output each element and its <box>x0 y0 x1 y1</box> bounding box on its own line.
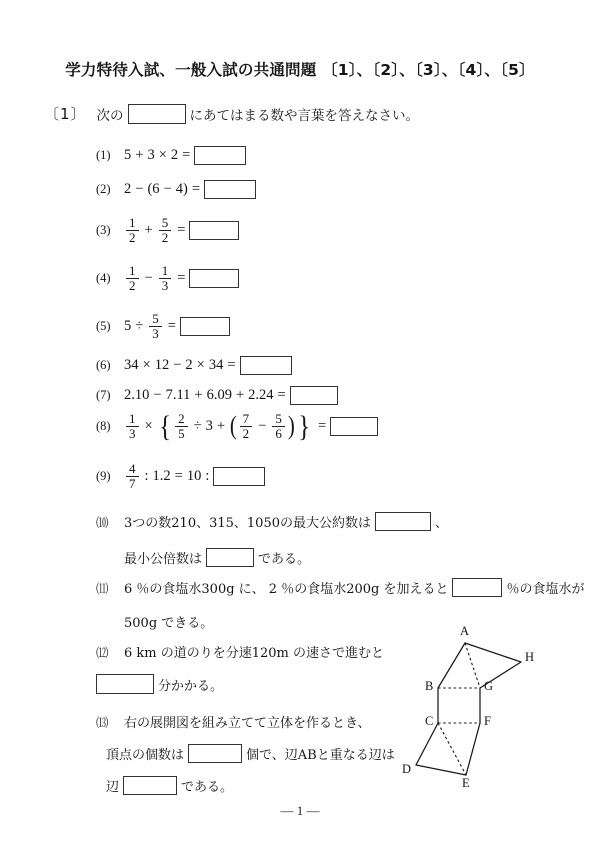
operand-c: 6.09 <box>206 387 232 403</box>
problem-row-3 <box>96 216 239 245</box>
left-brace: { <box>158 409 171 443</box>
answer-box-1[interactable] <box>194 146 246 165</box>
denominator: 3 <box>149 326 162 341</box>
operator-divide: ÷ <box>135 318 144 335</box>
operand-d: 34 <box>208 357 224 373</box>
operator-plus: + <box>216 418 225 435</box>
answer-box-3[interactable] <box>189 221 239 240</box>
text-after-box: 、 <box>434 516 448 531</box>
denominator: 6 <box>272 426 285 441</box>
answer-box-2[interactable] <box>204 180 256 199</box>
numerator: 7 <box>242 411 250 426</box>
vertex-label-C: C <box>425 714 434 728</box>
edge-D-E <box>416 765 466 775</box>
edge-A-H <box>465 643 521 662</box>
numerator: 2 <box>178 411 185 426</box>
fraction-2 <box>159 216 172 245</box>
operand-b: 7.11 <box>165 387 191 403</box>
problem-row-13-cont-2 <box>106 776 233 795</box>
fraction-1 <box>126 412 139 441</box>
operator-minus: − <box>173 357 182 373</box>
answer-box-intro[interactable] <box>128 104 186 124</box>
answer-box-10a[interactable] <box>375 512 431 531</box>
problem-13-line-2 <box>106 744 395 763</box>
fraction-1 <box>126 216 139 245</box>
problem-row-2 <box>96 180 256 199</box>
problem-row-5 <box>96 312 230 341</box>
problem-number-9: (9) <box>96 469 111 484</box>
text-before-box: 3つの数210、315、1050の最大公約数は <box>124 516 371 531</box>
expression-3 <box>124 216 239 245</box>
operand-a: 34 <box>124 357 139 373</box>
page-title: 学力特待入試、一般入試の共通問題 〔1〕、〔2〕、〔3〕、〔4〕、〔5〕 <box>65 61 535 79</box>
problem-number-13: ⒀ <box>96 715 109 730</box>
problem-row-6 <box>96 356 292 375</box>
problem-row-9 <box>96 462 265 491</box>
edge-C-D <box>416 723 438 765</box>
right-paren: ) <box>182 181 188 197</box>
text-after-box: である。 <box>258 552 311 567</box>
answer-box-13a[interactable] <box>188 744 242 763</box>
answer-box-6[interactable] <box>240 356 292 375</box>
vertex-label-D: D <box>402 762 412 776</box>
numerator: 1 <box>161 263 169 278</box>
operand-a: 5 <box>124 318 132 335</box>
problem-row-12-cont <box>96 674 223 694</box>
edge-E-F <box>466 723 480 775</box>
expression-6 <box>124 356 292 375</box>
numerator: 5 <box>161 215 169 230</box>
numerator: 1 <box>129 215 136 230</box>
operand-b: 12 <box>154 357 170 373</box>
fraction-2 <box>175 412 188 441</box>
operator-times: × <box>144 418 153 435</box>
instruction-text-before: 次の <box>96 107 124 124</box>
instruction-text-after: にあてはまる数や言葉を答えなさい。 <box>189 107 420 124</box>
section-label: 〔1〕 <box>44 105 87 123</box>
vertex-label-E: E <box>462 776 470 790</box>
answer-box-8[interactable] <box>330 417 378 436</box>
problem-row-10 <box>96 512 448 531</box>
answer-box-5[interactable] <box>180 317 230 336</box>
operand-b: 6 <box>152 181 160 197</box>
numerator: 1 <box>129 263 136 278</box>
numerator: 5 <box>275 411 282 426</box>
problem-number-12: ⑿ <box>96 645 109 660</box>
ratio-colon-2: : <box>205 468 210 485</box>
answer-box-10b[interactable] <box>206 548 254 567</box>
denominator: 2 <box>126 278 139 293</box>
expression-8 <box>124 409 378 443</box>
denominator: 2 <box>240 426 253 441</box>
expression-2 <box>124 180 256 199</box>
problem-row-13-cont-1 <box>106 744 395 763</box>
vertex-label-G: G <box>484 679 494 693</box>
denominator: 3 <box>126 426 139 441</box>
problem-row-8 <box>96 409 378 443</box>
numerator: 5 <box>152 311 159 326</box>
operator-times-1: × <box>142 357 151 373</box>
operand-three: 3 <box>205 418 213 435</box>
solid-net-diagram <box>398 622 558 797</box>
operand-c: 2 <box>185 357 193 373</box>
operand-value: 1.2 <box>152 468 171 485</box>
denominator: 5 <box>175 426 188 441</box>
operand-a: 2 <box>124 181 132 197</box>
problem-row-10-cont <box>124 548 310 567</box>
problem-number-7: (7) <box>96 388 111 402</box>
problem-number-6: (6) <box>96 358 111 372</box>
answer-box-11[interactable] <box>452 578 502 597</box>
left-paren: ( <box>229 411 237 441</box>
equals-sign: = <box>182 147 191 163</box>
operand-c: 2 <box>170 147 179 163</box>
fraction-4 <box>272 412 285 441</box>
vertex-label-F: F <box>484 714 491 728</box>
expression-1 <box>124 146 246 165</box>
expression-7 <box>124 386 338 405</box>
operator-times-2: × <box>196 357 205 373</box>
operator-minus: − <box>135 181 144 197</box>
text-after-box: である。 <box>181 780 234 795</box>
operator-divide: ÷ <box>193 418 202 435</box>
answer-box-13b[interactable] <box>123 776 177 795</box>
problem-number-11: ⑾ <box>96 581 109 596</box>
problem-number-5: (5) <box>96 319 111 334</box>
problem-row-4 <box>96 264 239 293</box>
problem-12-line-1: 6 km の道のりを分速120m の速さで進むと <box>124 646 385 661</box>
problem-row-1 <box>96 146 246 165</box>
problem-12-line-2 <box>96 674 223 694</box>
operator-minus: − <box>258 418 267 435</box>
problem-number-10: ⑽ <box>96 515 109 530</box>
equals-sign: = <box>177 222 186 239</box>
denominator: 2 <box>126 230 139 245</box>
operand-c: 4 <box>175 181 183 197</box>
problem-number-1: (1) <box>96 148 111 162</box>
problem-row-11-cont <box>124 612 213 631</box>
problem-10-line-1 <box>124 512 448 531</box>
denominator: 2 <box>159 230 172 245</box>
diagonal-A-G <box>465 643 480 688</box>
operator-minus-inner: − <box>163 181 172 197</box>
equals-sign: = <box>174 468 183 485</box>
operand-ten: 10 <box>186 468 202 485</box>
answer-box-12[interactable] <box>96 674 154 694</box>
problem-row-7 <box>96 386 338 405</box>
problem-11-line-2: 500g できる。 <box>124 616 214 631</box>
text-after-box: 分かかる。 <box>158 678 224 694</box>
denominator: 7 <box>126 476 139 491</box>
vertex-label-B: B <box>425 679 434 693</box>
problem-row-12 <box>96 642 384 661</box>
numerator: 4 <box>129 461 136 476</box>
answer-box-7[interactable] <box>290 386 338 405</box>
operator-plus-2: + <box>235 387 245 403</box>
answer-box-9[interactable] <box>213 467 265 486</box>
page-number: ― 1 ― <box>280 803 320 818</box>
text-before-box: 最小公倍数は <box>124 552 203 567</box>
text-after-box: 個で、辺ABと重なる辺は <box>246 748 395 763</box>
fraction-1 <box>126 462 139 491</box>
answer-box-4[interactable] <box>189 269 239 288</box>
operand-b: 3 <box>147 147 155 163</box>
numerator: 1 <box>129 411 136 426</box>
denominator: 3 <box>159 278 172 293</box>
equals-sign: = <box>317 418 327 435</box>
net-figure-svg <box>398 622 558 797</box>
operator-minus: − <box>153 387 162 403</box>
section-instruction <box>44 103 419 124</box>
edge-A-B <box>438 643 465 688</box>
fraction-1 <box>149 312 162 341</box>
text-after-box: ％の食塩水が <box>506 582 585 597</box>
operand-d: 2.24 <box>248 387 274 403</box>
vertex-label-A: A <box>460 624 470 638</box>
problem-row-13 <box>96 712 370 731</box>
problem-13-line-1: 右の展開図を組み立てて立体を作るとき、 <box>124 716 371 731</box>
fraction-1 <box>126 264 139 293</box>
equals-sign: = <box>227 357 236 373</box>
problem-10-line-2 <box>124 548 310 567</box>
operator-plus-1: + <box>194 387 203 403</box>
operator-minus: − <box>144 270 153 287</box>
operator-plus: + <box>135 147 144 163</box>
equals-sign: = <box>191 181 200 197</box>
fraction-3 <box>240 412 253 441</box>
left-paren: ( <box>147 181 153 197</box>
right-brace: } <box>297 409 310 443</box>
problem-number-8: (8) <box>96 419 111 434</box>
right-paren: ) <box>287 411 295 441</box>
problem-number-2: (2) <box>96 182 111 196</box>
text-before-box: 辺 <box>106 780 120 795</box>
problem-number-4: (4) <box>96 271 111 286</box>
fraction-2 <box>159 264 172 293</box>
equals-sign: = <box>277 387 286 403</box>
diagonal-C-E <box>438 723 466 775</box>
problem-row-11 <box>96 578 585 597</box>
operator-times: × <box>158 147 167 163</box>
equals-sign: = <box>167 318 176 335</box>
expression-9 <box>124 462 265 491</box>
text-before-box: 頂点の個数は <box>106 748 185 763</box>
ratio-colon-1: : <box>144 468 149 485</box>
problem-number-3: (3) <box>96 223 111 238</box>
problem-11-line-1 <box>124 578 585 597</box>
vertex-label-H: H <box>525 650 535 664</box>
operand-a: 2.10 <box>124 387 150 403</box>
equals-sign: = <box>177 270 186 287</box>
operator-plus: + <box>144 222 153 239</box>
expression-4 <box>124 264 239 293</box>
text-before-box: 6 ％の食塩水300g に、 2 ％の食塩水200g を加えると <box>124 582 449 597</box>
expression-5 <box>124 312 230 341</box>
operand-a: 5 <box>124 147 132 163</box>
problem-13-line-3 <box>106 776 233 795</box>
